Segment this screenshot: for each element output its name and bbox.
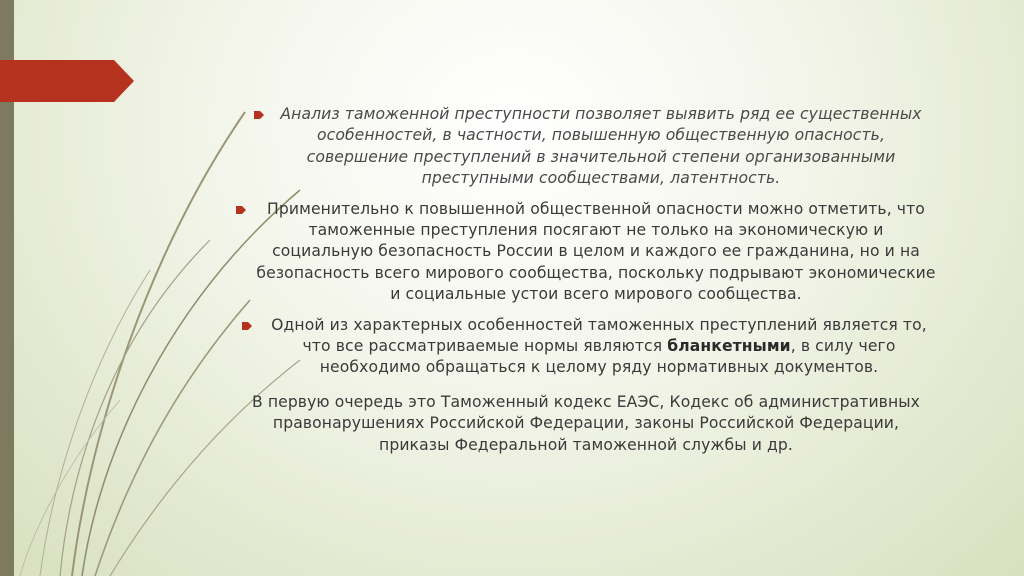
paragraph-3-text-start: Одной из характерных особенностей таможенных преступлений является то, что все рассматриваемые нормы являются — [271, 315, 927, 356]
paragraph-2-text: Применительно к повышенной общественной опасности можно отметить, что таможенные преступления посягают не только на экономическую и социальную безопасность России в целом и каждого ее гражданина, но и на безопасность всего мирового сообщества, поскольку подрывают экономические и социальные устои всего мирового сообщества. — [256, 199, 936, 304]
paragraph-3-bold-term: бланкетными — [667, 337, 791, 356]
paragraph-1-text: Анализ таможенной преступности позволяет выявить ряд ее существенных особенностей, в частности, повышенную общественную опасность, совершение преступлений в значительной степени организованными преступными сообществами, латентность. — [280, 105, 922, 188]
arrow-bullet-icon — [242, 322, 252, 330]
paragraph-1 — [236, 104, 946, 190]
arrow-bullet-icon — [236, 206, 246, 214]
paragraph-4-text: В первую очередь это Таможенный кодекс ЕАЭС, Кодекс об административных правонарушениях Российской Федерации, законы Российской Федерации, приказы Федеральной таможенной службы и др. — [251, 392, 921, 454]
paragraph-4 — [236, 388, 946, 456]
paragraph-3-text-end: , в силу чего необходимо обращаться к целому ряду нормативных документов. — [319, 337, 896, 377]
paragraph-2 — [236, 199, 946, 306]
slide-content — [236, 104, 946, 465]
arrow-bullet-icon — [254, 111, 264, 119]
paragraph-3 — [236, 315, 946, 379]
